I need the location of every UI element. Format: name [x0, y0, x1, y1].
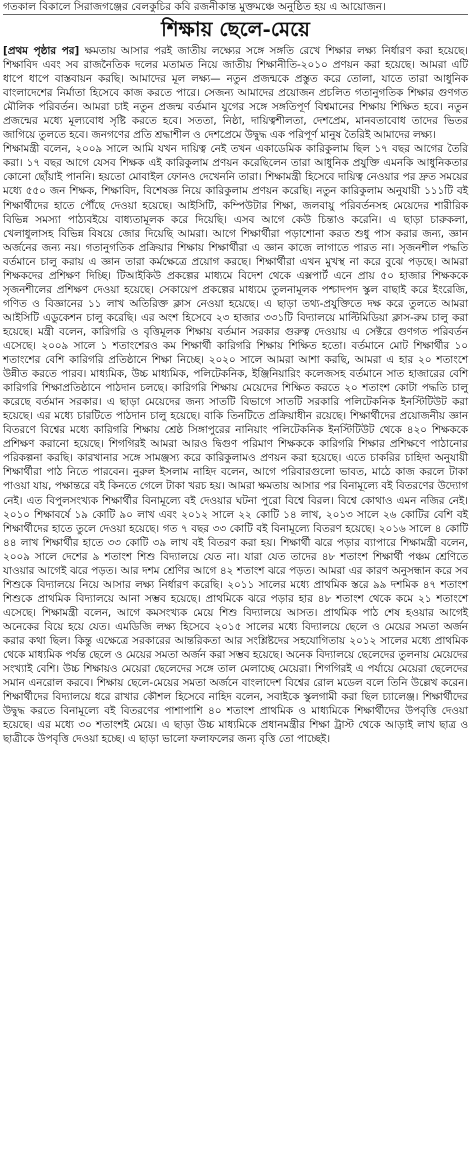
- article-headline: শিক্ষায় ছেলে-মেয়ে: [161, 17, 310, 41]
- article-body: [3, 44, 468, 746]
- article-paragraph-1: [3, 44, 468, 142]
- paragraph-text: ক্ষমতায় আসার পরই জাতীয় লক্ষ্যের সঙ্গে সঙ্গতি রেখে শিক্ষার লক্ষ্য নির্ধারণ করা হয়েছে। শিক্ষাবিদ এবং সব রাজনৈতিক দলের মতামত নিয়ে জাতীয় শিক্ষানীতি-২০১০ প্রণয়ন করা হয়েছে। আমরা এটি ধাপে ধাপে বাস্তবায়ন করছি। আমাদের মূল লক্ষ্য— নতুন প্রজন্মকে প্রস্তুত করে তোলা, যাতে তারা আধুনিক বাংলাদেশের নির্মাতা হিসেবে কাজ করতে পারে। সেজন্য আমাদের প্রয়োজন প্রচলিত গতানুগতিক শিক্ষার গুণগত মৌলিক পরিবর্তন। আমরা চাই নতুন প্রজন্ম বর্তমান যুগের সঙ্গে সঙ্গতিপূর্ণ বিশ্বমানের শিক্ষায় শিক্ষিত হবে। নতুন প্রজন্মের মধ্যে মূল্যবোধ সৃষ্টি করতে হবে। সততা, নিষ্ঠা, দায়িত্বশীলতা, দেশপ্রেম, মানবতাবোধ তাদের ভিতর জাগিয়ে তুলতে হবে। জনগণের প্রতি শ্রদ্ধাশীল ও দেশপ্রেমে উদ্বুদ্ধ এক পরিপূর্ণ মানুষ তৈরিই আমাদের লক্ষ্য।: [3, 45, 468, 142]
- continuation-tag: [প্রথম পৃষ্ঠার পর]: [3, 45, 80, 57]
- previous-article-tail: গতকাল বিকালে সিরাজগঞ্জের বেলকুচির কবি রজনীকান্ত মুক্তমঞ্চে অনুষ্ঠিত হয় এ আয়োজন।: [3, 0, 468, 15]
- article-paragraph-2: শিক্ষামন্ত্রী বলেন, ২০০৯ সালে আমি যখন দায়িত্ব নেই তখন একাডেমিক কারিকুলাম ছিল ১৭ বছর আগের তৈরি করা। ১৭ বছর আগে যেসব শিক্ষক এই কারিকুলাম প্রণয়ন করেছিলেন তারা আধুনিক প্রযুক্তি এমনকি আধুনিকতার কোনো ছোঁয়াই পাননি। হয়তো মোবাইল ফোনও দেখেননি তারা। শিক্ষামন্ত্রী হিসেবে দায়িত্ব নেওয়ার পর দ্রুত সময়ের মধ্যে ৫৫০ জন শিক্ষক, শিক্ষাবিদ, বিশেষজ্ঞ নিয়ে কারিকুলাম প্রণয়ন করেছি। নতুন কারিকুলাম অনুযায়ী ১১১টি বই শিক্ষার্থীদের হাতে পৌঁছে দেওয়া হয়েছে। আইসিটি, কম্পিউটার শিক্ষা, জলবায়ু পরিবর্তনসহ মেয়েদের শারীরিক বিভিন্ন সমস্যা পাঠ্যবইয়ে বাধ্যতামূলক করে দিয়েছি। এসব আগে কেউ চিন্তাও করেনি। এ ছাড়া চারুকলা, খেলাধুলাসহ বিভিন্ন বিষয়ে জোর দিয়েছি আমরা। আগে শিক্ষার্থীরা পড়াশোনা করত শুধু পাস করার জন্য, জ্ঞান অর্জনের জন্য নয়। গতানুগতিক প্রক্রিয়ার শিক্ষায় শিক্ষার্থীরা এ জ্ঞান কাজে লাগাতে পারত না। সৃজনশীল পদ্ধতি বর্তমানে চালু করায় এ জ্ঞান তারা কর্মক্ষেত্রে প্রয়োগ করছে। শিক্ষার্থীরা এখন মুখস্থ না করে বুঝে পড়ছে। আমরা শিক্ষকদের প্রশিক্ষণ দিচ্ছি। টিআইকিউ প্রকল্পের মাধ্যমে বিদেশ থেকে এক্সপার্ট এনে প্রায় ৫০ হাজার শিক্ষককে সৃজনশীলের প্রশিক্ষণ দেওয়া হয়েছে। সেকায়েপ প্রকল্পের মাধ্যমে তুলনামূলক পশ্চাদপদ স্কুল বাছাই করে ইংরেজি, গণিত ও বিজ্ঞানের ১১ লাখ অতিরিক্ত ক্লাস নেওয়া হয়েছে। এ ছাড়া তথ্য-প্রযুক্তিতে দক্ষ করে তুলতে আমরা আইসিটি এডুকেশন চালু করেছি। এর অংশ হিসেবে ২৩ হাজার ৩৩১টি বিদ্যালয়ে মাল্টিমিডিয়া ক্লাস-রুম চালু করা হয়েছে। মন্ত্রী বলেন, কারিগরি ও বৃত্তিমূলক শিক্ষায় বর্তমান সরকার গুরুত্ব দেওয়ায় এ সেক্টরে গুণগত পরিবর্তন এসেছে। ২০০৯ সালে ১ শতাংশেরও কম শিক্ষার্থী কারিগরি শিক্ষায় শিক্ষিত হতো। বর্তমানে মোট শিক্ষার্থীর ১০ শতাংশের বেশি কারিগরি প্রতিষ্ঠানে শিক্ষা নিচ্ছে। ২০২০ সালে আমরা আশা করছি, আমরা এ হার ২০ শতাংশে উন্নীত করতে পারব। মাধ্যমিক, উচ্চ মাধ্যমিক, পলিটেকনিক, ইঞ্জিনিয়ারিং কলেজসহ বর্তমানে সাত হাজারের বেশি কারিগরি শিক্ষাপ্রতিষ্ঠানে পাঠদান চলছে। কারিগরি শিক্ষায় মেয়েদের শিক্ষিত করতে ২০ শতাংশ কোটা পদ্ধতি চালু করেছে বর্তমান সরকার। এ ছাড়া মেয়েদের জন্য সাতটি বিভাগে সাতটি সরকারি পলিটেকনিক ইনস্টিটিউট করা হয়েছে। এর মধ্যে চারটিতে পাঠদান চালু হয়েছে। বাকি তিনটিতে প্রক্রিয়াধীন রয়েছে। শিক্ষার্থীদের প্রয়োজনীয় জ্ঞান বিতরণে বিশ্বের মধ্যে কারিগরি শিক্ষায় শ্রেষ্ঠ সিঙ্গাপুরের নানিয়াং পলিটেকনিক ইনস্টিটিউট থেকে ৪২০ শিক্ষককে প্রশিক্ষণ করানো হয়েছে। শিগগিরই আমরা আরও দ্বিগুণ পরিমাণ শিক্ষককে কারিগরি শিক্ষার প্রশিক্ষণে পাঠানোর পরিকল্পনা করছি। কারখানার সঙ্গে সামঞ্জস্য করে কারিকুলামও প্রণয়ন করা হয়েছে। এতে চাকরির চাহিদা অনুযায়ী শিক্ষার্থীরা পাঠ নিতে পারবেন। নুরুল ইসলাম নাহিদ বলেন, আগে পরিবারগুলো ভাবত, মাঠে কাজ করলে টাকা পাওয়া যায়, পক্ষান্তরে বই কিনতে গেলে টাকা খরচ হয়। আমরা ক্ষমতায় আসার পর বিনামূল্যে বই বিতরণের উদ্যোগ নেই। এত বিপুলসংখ্যক শিক্ষার্থীর বিনামূল্যে বই দেওয়ার ঘটনা পুরো বিশ্বে বিরল। বিশ্বে কোথাও এমন নজির নেই। ২০১০ শিক্ষাবর্ষে ১৯ কোটি ৯০ লাখ এবং ২০১২ সালে ২২ কোটি ১৪ লাখ, ২০১৩ সালে ২৬ কোটির বেশি বই শিক্ষার্থীদের হাতে তুলে দেওয়া হয়েছে। গত ৭ বছর ৩৩ কোটি বই বিনামূল্যে বিতরণ হয়েছে। ২০১৬ সালে ৪ কোটি ৪৪ লাখ শিক্ষার্থীর হাতে ৩৩ কোটি ৩৯ লাখ বই বিতরণ করা হয়। শিক্ষার্থী ঝরে পড়ার ব্যাপারে শিক্ষামন্ত্রী বলেন, ২০০৯ সালে দেশের ৯ শতাংশ শিশু বিদ্যালয়ে যেত না। যারা যেত তাদের ৪৮ শতাংশ শিক্ষার্থী পঞ্চম শ্রেণিতে যাওয়ার আগেই ঝরে পড়ত। আর দশম শ্রেণির আগে ৪২ শতাংশ ঝরে পড়ত। আমরা এর কারণ অনুসন্ধান করে সব শিশুকে বিদ্যালয়ে নিয়ে আসার লক্ষ্য নির্ধারণ করেছি। ২০১১ সালের মধ্যে প্রাথমিক স্তরে ৯৯ দশমিক ৪৭ শতাংশ শিশুকে প্রাথমিক বিদ্যালয়ে আনা সম্ভব হয়েছে। প্রাথমিকে ঝরে পড়ার হার ৪৮ শতাংশ থেকে কমে ২১ শতাংশে এসেছে। শিক্ষামন্ত্রী বলেন, আগে কমসংখ্যক মেয়ে শিশু বিদ্যালয়ে আসত। প্রাথমিক পাঠ শেষ হওয়ার আগেই অনেকের বিয়ে হয়ে যেত। এমডিজি লক্ষ্য হিসেবে ২০১৫ সালের মধ্যে বিদ্যালয়ে ছেলে ও মেয়ের সমতা অর্জন করার কথা ছিল। কিন্তু এক্ষেত্রে সরকারের আন্তরিকতা আর সংশ্লিষ্টদের সহযোগিতায় ২০১২ সালের মধ্যে প্রাথমিক থেকে মাধ্যমিক পর্যন্ত ছেলে ও মেয়ের সমতা অর্জন করা সম্ভব হয়েছে। অনেক বিদ্যালয়ে ছেলেদের তুলনায় মেয়েদের সংখ্যাই বেশি। উচ্চ শিক্ষায়ও মেয়েরা ছেলেদের সঙ্গে তাল মেলাচ্ছে মেয়েরা। শিগগিরই এ পর্যায়ে মেয়েরা ছেলেদের সমান এনরোল করবে। শিক্ষায় ছেলে-মেয়ের সমতা অর্জনে বাংলাদেশ বিশ্বের রোল মডেল বলে তিনি উল্লেখ করেন। শিক্ষার্থীদের বিদ্যালয়ে ধরে রাখার কৌশল হিসেবে নাহিদ বলেন, সবাইকে স্কুলগামী করা ছিল চ্যালেঞ্জ। শিক্ষার্থীদের উদ্বুদ্ধ করতে বিনামূল্যে বই বিতরণের পাশাপাশি ৪০ শতাংশ প্রাথমিক ও মাধ্যমিকে শিক্ষার্থীদের উপবৃত্তি দেওয়া হয়েছে। এর মধ্যে ৩০ শতাংশই মেয়ে। এ ছাড়া উচ্চ মাধ্যমিকে প্রধানমন্ত্রীর শিক্ষা ট্রাস্ট থেকে আড়াই লাখ ছাত্র ও ছাত্রীকে উপবৃত্তি দেওয়া হচ্ছে। এ ছাড়া ভালো ফলাফলের জন্য বৃত্তি তো পাচ্ছেই।: [3, 143, 469, 746]
